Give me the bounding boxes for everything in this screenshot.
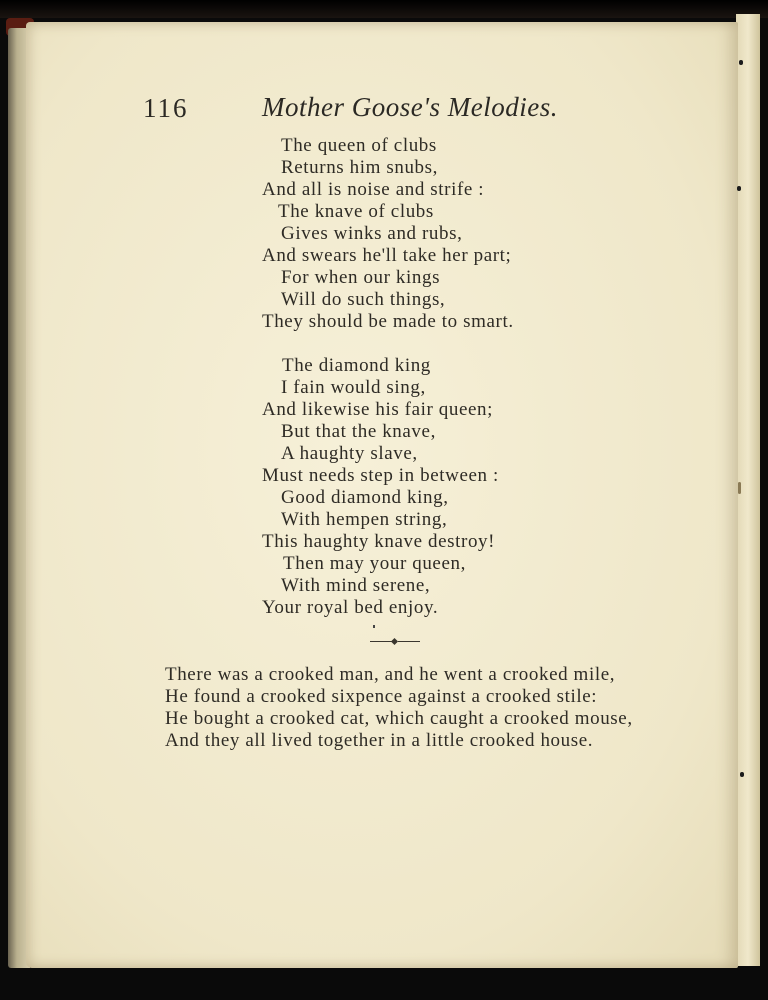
poem-line: The knave of clubs — [278, 201, 434, 222]
poem-line: With hempen string, — [281, 509, 448, 530]
poem-line: And likewise his fair queen; — [262, 399, 494, 420]
poem-line: The diamond king — [282, 355, 431, 376]
divider-rule-left — [370, 641, 392, 642]
page-number: 116 — [143, 93, 189, 123]
running-head — [0, 93, 768, 133]
poem-line: This haughty knave destroy! — [262, 531, 496, 552]
poem-line: With mind serene, — [281, 575, 431, 596]
poem-line: Returns him snubs, — [281, 157, 439, 178]
divider-rule-right — [398, 641, 420, 642]
poem-line: For when our kings — [281, 267, 441, 288]
book-binding-top — [0, 0, 768, 18]
poem-line: The queen of clubs — [281, 135, 437, 156]
page-speck — [737, 186, 741, 191]
poem-line: A haughty slave, — [281, 443, 418, 464]
poem-line: Your royal bed enjoy. — [262, 597, 439, 618]
rhyme-line: And they all lived together in a little crooked house. — [165, 730, 594, 751]
poem-line: Must needs step in between : — [262, 465, 499, 486]
poem-line: And swears he'll take her part; — [262, 245, 512, 266]
poem-line: Good diamond king, — [281, 487, 449, 508]
running-title: Mother Goose's Melodies. — [262, 92, 558, 122]
rhyme-line: There was a crooked man, and he went a crooked mile, — [165, 664, 616, 685]
ink-mark — [373, 625, 375, 628]
poem-line: Will do such things, — [281, 289, 446, 310]
poem-line: Gives winks and rubs, — [281, 223, 463, 244]
page-speck — [740, 772, 744, 777]
section-divider-ornament — [370, 639, 420, 645]
rhyme-line: He bought a crooked cat, which caught a crooked mouse, — [165, 708, 633, 729]
poem-line: Then may your queen, — [283, 553, 466, 574]
rhyme-line: He found a crooked sixpence against a crooked stile: — [165, 686, 598, 707]
poem-line: But that the knave, — [281, 421, 436, 442]
poem-line: I fain would sing, — [281, 377, 426, 398]
poem-line: And all is noise and strife : — [262, 179, 485, 200]
divider-diamond — [391, 638, 398, 645]
page-speck — [739, 60, 743, 65]
poem-line: They should be made to smart. — [262, 311, 514, 332]
page-speck — [738, 482, 741, 494]
